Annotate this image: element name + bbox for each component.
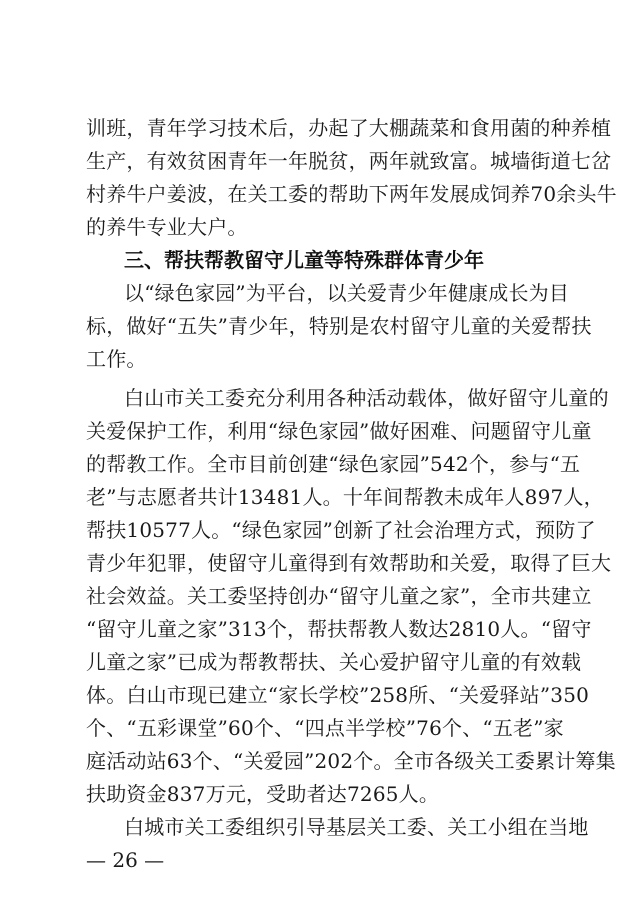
text-line: 白城市关工委组织引导基层关工委、关工小组在当地 bbox=[124, 815, 589, 839]
text-line: 儿童之家”已成为帮教帮扶、关心爱护留守儿童的有效载 bbox=[86, 650, 582, 674]
text-line: 青少年犯罪，使留守儿童得到有效帮助和关爱，取得了巨大 bbox=[86, 551, 612, 575]
text-line: 村养牛户姜波，在关工委的帮助下两年发展成饲养70余头牛 bbox=[86, 182, 617, 206]
page-number: — 26 — bbox=[86, 848, 165, 872]
text-line: 个、“五彩课堂”60个、“四点半学校”76个、“五老”家 bbox=[86, 716, 564, 740]
text-line: 关爱保护工作，利用“绿色家园”做好困难、问题留守儿童 bbox=[86, 419, 592, 443]
text-line: 体。白山市现已建立“家长学校”258所、“关爱驿站”350 bbox=[86, 683, 590, 707]
text-line: 白山市关工委充分利用各种活动载体，做好留守儿童的 bbox=[124, 386, 609, 410]
text-line: 扶助资金837万元，受助者达7265人。 bbox=[86, 782, 440, 806]
text-line: 帮扶10577人。“绿色家园”创新了社会治理方式，预防了 bbox=[86, 518, 596, 542]
text-line: 以“绿色家园”为平台，以关爱青少年健康成长为目 bbox=[124, 281, 570, 305]
text-line: 生产，有效贫困青年一年脱贫，两年就致富。城墙街道七岔 bbox=[86, 149, 612, 173]
text-line: 的养牛专业大户。 bbox=[86, 215, 248, 239]
text-line: 老”与志愿者共计13481人。十年间帮教未成年人897人， bbox=[86, 485, 604, 509]
text-line: 训班，青年学习技术后，办起了大棚蔬菜和食用菌的种养植 bbox=[86, 116, 612, 140]
text-line: 标，做好“五失”青少年，特别是农村留守儿童的关爱帮扶 bbox=[86, 314, 592, 338]
text-line: “留守儿童之家”313个，帮扶帮教人数达2810人。“留守 bbox=[86, 617, 592, 641]
section-heading: 三、帮扶帮教留守儿童等特殊群体青少年 bbox=[124, 248, 484, 272]
text-line: 的帮教工作。全市目前创建“绿色家园”542个，参与“五 bbox=[86, 452, 581, 476]
text-line: 社会效益。关工委坚持创办“留守儿童之家”，全市共建立 bbox=[86, 584, 592, 608]
text-line: 庭活动站63个、“关爱园”202个。全市各级关工委累计筹集 bbox=[86, 749, 616, 773]
text-line: 工作。 bbox=[86, 347, 147, 371]
